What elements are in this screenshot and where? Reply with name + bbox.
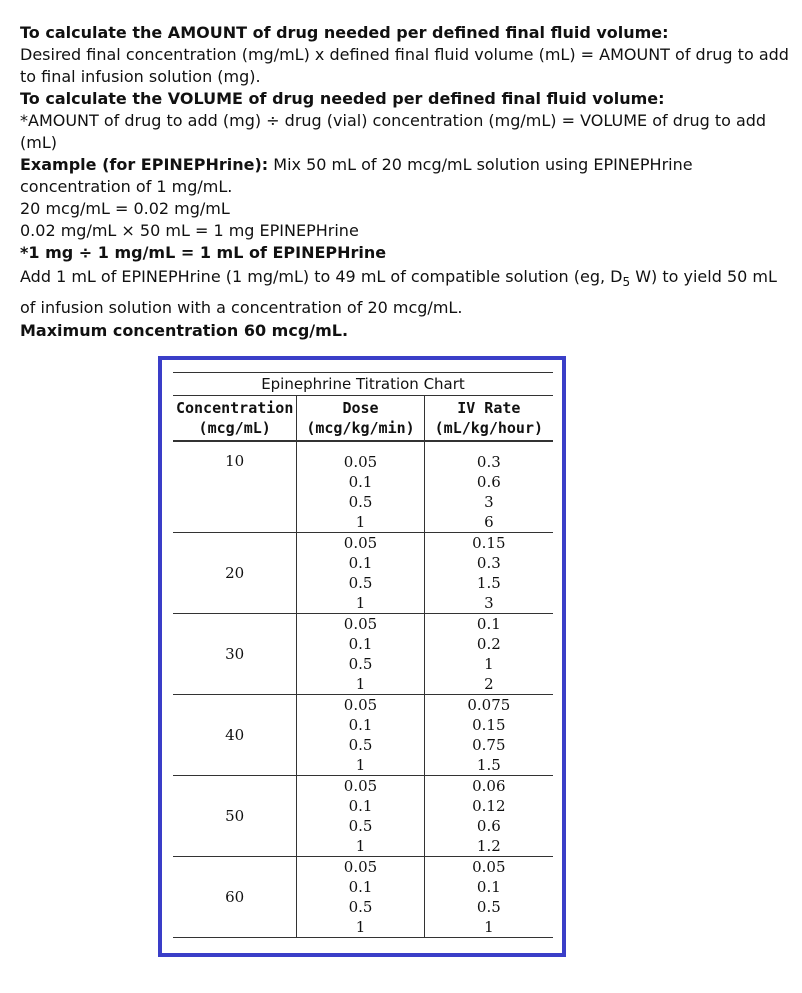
header-concentration: Concentration (mcg/mL) (173, 396, 297, 440)
iv-rate-value: 0.12 (472, 797, 506, 815)
add-paragraph (20, 264, 790, 320)
dose-value: 0.1 (348, 716, 373, 734)
volume-heading: To calculate the VOLUME of drug needed per defined final fluid volume: (20, 89, 665, 108)
iv-rate-value: 3 (484, 493, 494, 511)
iv-rate-value: 1.5 (476, 574, 501, 592)
example-text: Mix 50 mL of 20 mcg/mL solution using EPINEPHrine concentration of 1 mg/mL. (20, 155, 693, 196)
chart-header-row (173, 396, 553, 442)
table-row (173, 452, 553, 533)
dose-value: 0.1 (348, 554, 373, 572)
chart-body (173, 452, 553, 938)
dose-value: 0.05 (343, 696, 378, 714)
dose-value: 1 (355, 837, 366, 855)
step-1: 20 mcg/mL = 0.02 mg/mL (20, 199, 230, 218)
dose-value: 1 (355, 756, 366, 774)
example-paragraph (20, 154, 790, 198)
dose-value: 1 (355, 513, 366, 531)
concentration-cell: 20 (173, 533, 297, 613)
header-iv-rate: IV Rate (mL/kg/hour) (434, 399, 544, 437)
concentration-cell: 10 (173, 452, 297, 532)
dose-value: 1 (355, 675, 366, 693)
dose-value: 0.05 (343, 615, 378, 633)
iv-rate-cell (425, 857, 553, 937)
dose-value: 0.05 (343, 858, 378, 876)
dose-cell (297, 695, 424, 775)
iv-rate-value: 0.5 (476, 898, 501, 916)
add-text-2: W) to yield 50 mL of infusion solution with a concentration of 20 mcg/mL. (20, 267, 777, 318)
iv-rate-cell (425, 614, 553, 694)
iv-rate-value: 0.3 (476, 453, 501, 471)
iv-rate-cell (425, 695, 553, 775)
amount-heading: To calculate the AMOUNT of drug needed per defined final fluid volume: (20, 23, 669, 42)
dose-value: 0.5 (348, 817, 373, 835)
chart-title: Epinephrine Titration Chart (173, 372, 553, 396)
table-row (173, 776, 553, 857)
dose-value: 0.1 (348, 635, 373, 653)
add-subscript: 5 (622, 275, 631, 290)
dose-value: 1 (355, 594, 366, 612)
iv-rate-value: 0.15 (472, 534, 506, 552)
dose-value: 0.5 (348, 574, 373, 592)
iv-rate-value: 0.15 (472, 716, 506, 734)
dose-value: 0.5 (348, 898, 373, 916)
dose-cell (297, 614, 424, 694)
concentration-cell: 40 (173, 695, 297, 775)
step-3: *1 mg ÷ 1 mg/mL = 1 mL of EPINEPHrine (20, 243, 387, 262)
iv-rate-value: 2 (484, 675, 494, 693)
instructions-text (20, 22, 790, 342)
iv-rate-value: 0.1 (476, 878, 501, 896)
table-row (173, 533, 553, 614)
step-2: 0.02 mg/mL × 50 mL = 1 mg EPINEPHrine (20, 221, 359, 240)
iv-rate-value: 0.075 (467, 696, 511, 714)
max-concentration: Maximum concentration 60 mcg/mL. (20, 321, 349, 341)
dose-cell (297, 776, 424, 856)
dose-value: 0.1 (348, 878, 373, 896)
table-row (173, 695, 553, 776)
table-row (173, 614, 553, 695)
add-text-1: Add 1 mL of EPINEPHrine (1 mg/mL) to 49 mL of compatible solution (eg, D (20, 267, 623, 286)
iv-rate-value: 1.5 (476, 756, 501, 774)
iv-rate-value: 3 (484, 594, 494, 612)
iv-rate-value: 1 (484, 655, 494, 673)
concentration-cell: 60 (173, 857, 297, 937)
dose-value: 0.1 (348, 797, 373, 815)
table-row (173, 857, 553, 938)
example-label: Example (for EPINEPHrine): (20, 155, 269, 174)
iv-rate-value: 1.2 (476, 837, 501, 855)
titration-chart (173, 372, 553, 938)
dose-value: 0.05 (343, 534, 378, 552)
iv-rate-value: 0.75 (472, 736, 506, 754)
iv-rate-value: 0.3 (476, 554, 501, 572)
dose-value: 1 (355, 918, 366, 936)
volume-formula: *AMOUNT of drug to add (mg) ÷ drug (vial) concentration (mg/mL) = VOLUME of drug to add (mL) (20, 111, 767, 152)
concentration-cell: 30 (173, 614, 297, 694)
iv-rate-cell (425, 776, 553, 856)
amount-formula: Desired final concentration (mg/mL) x defined final fluid volume (mL) = AMOUNT of drug to add to final infusion solution (mg). (20, 45, 789, 86)
dose-value: 0.1 (348, 473, 373, 491)
concentration-cell: 50 (173, 776, 297, 856)
dose-value: 0.05 (343, 453, 378, 471)
dose-value: 0.05 (343, 777, 378, 795)
dose-value: 0.5 (348, 493, 373, 511)
dose-value: 0.5 (348, 655, 373, 673)
iv-rate-value: 0.6 (476, 817, 501, 835)
iv-rate-cell (425, 452, 553, 532)
spacer-row (173, 442, 553, 452)
iv-rate-value: 6 (484, 513, 494, 531)
dose-cell (297, 857, 424, 937)
header-dose: Dose (mcg/kg/min) (297, 396, 424, 440)
iv-rate-cell (425, 533, 553, 613)
iv-rate-value: 0.1 (476, 615, 501, 633)
iv-rate-value: 0.05 (472, 858, 506, 876)
dose-cell (297, 533, 424, 613)
iv-rate-value: 0.06 (472, 777, 506, 795)
iv-rate-value: 0.6 (476, 473, 501, 491)
iv-rate-value: 1 (484, 918, 494, 936)
dose-cell (297, 452, 424, 532)
iv-rate-value: 0.2 (476, 635, 501, 653)
dose-value: 0.5 (348, 736, 373, 754)
